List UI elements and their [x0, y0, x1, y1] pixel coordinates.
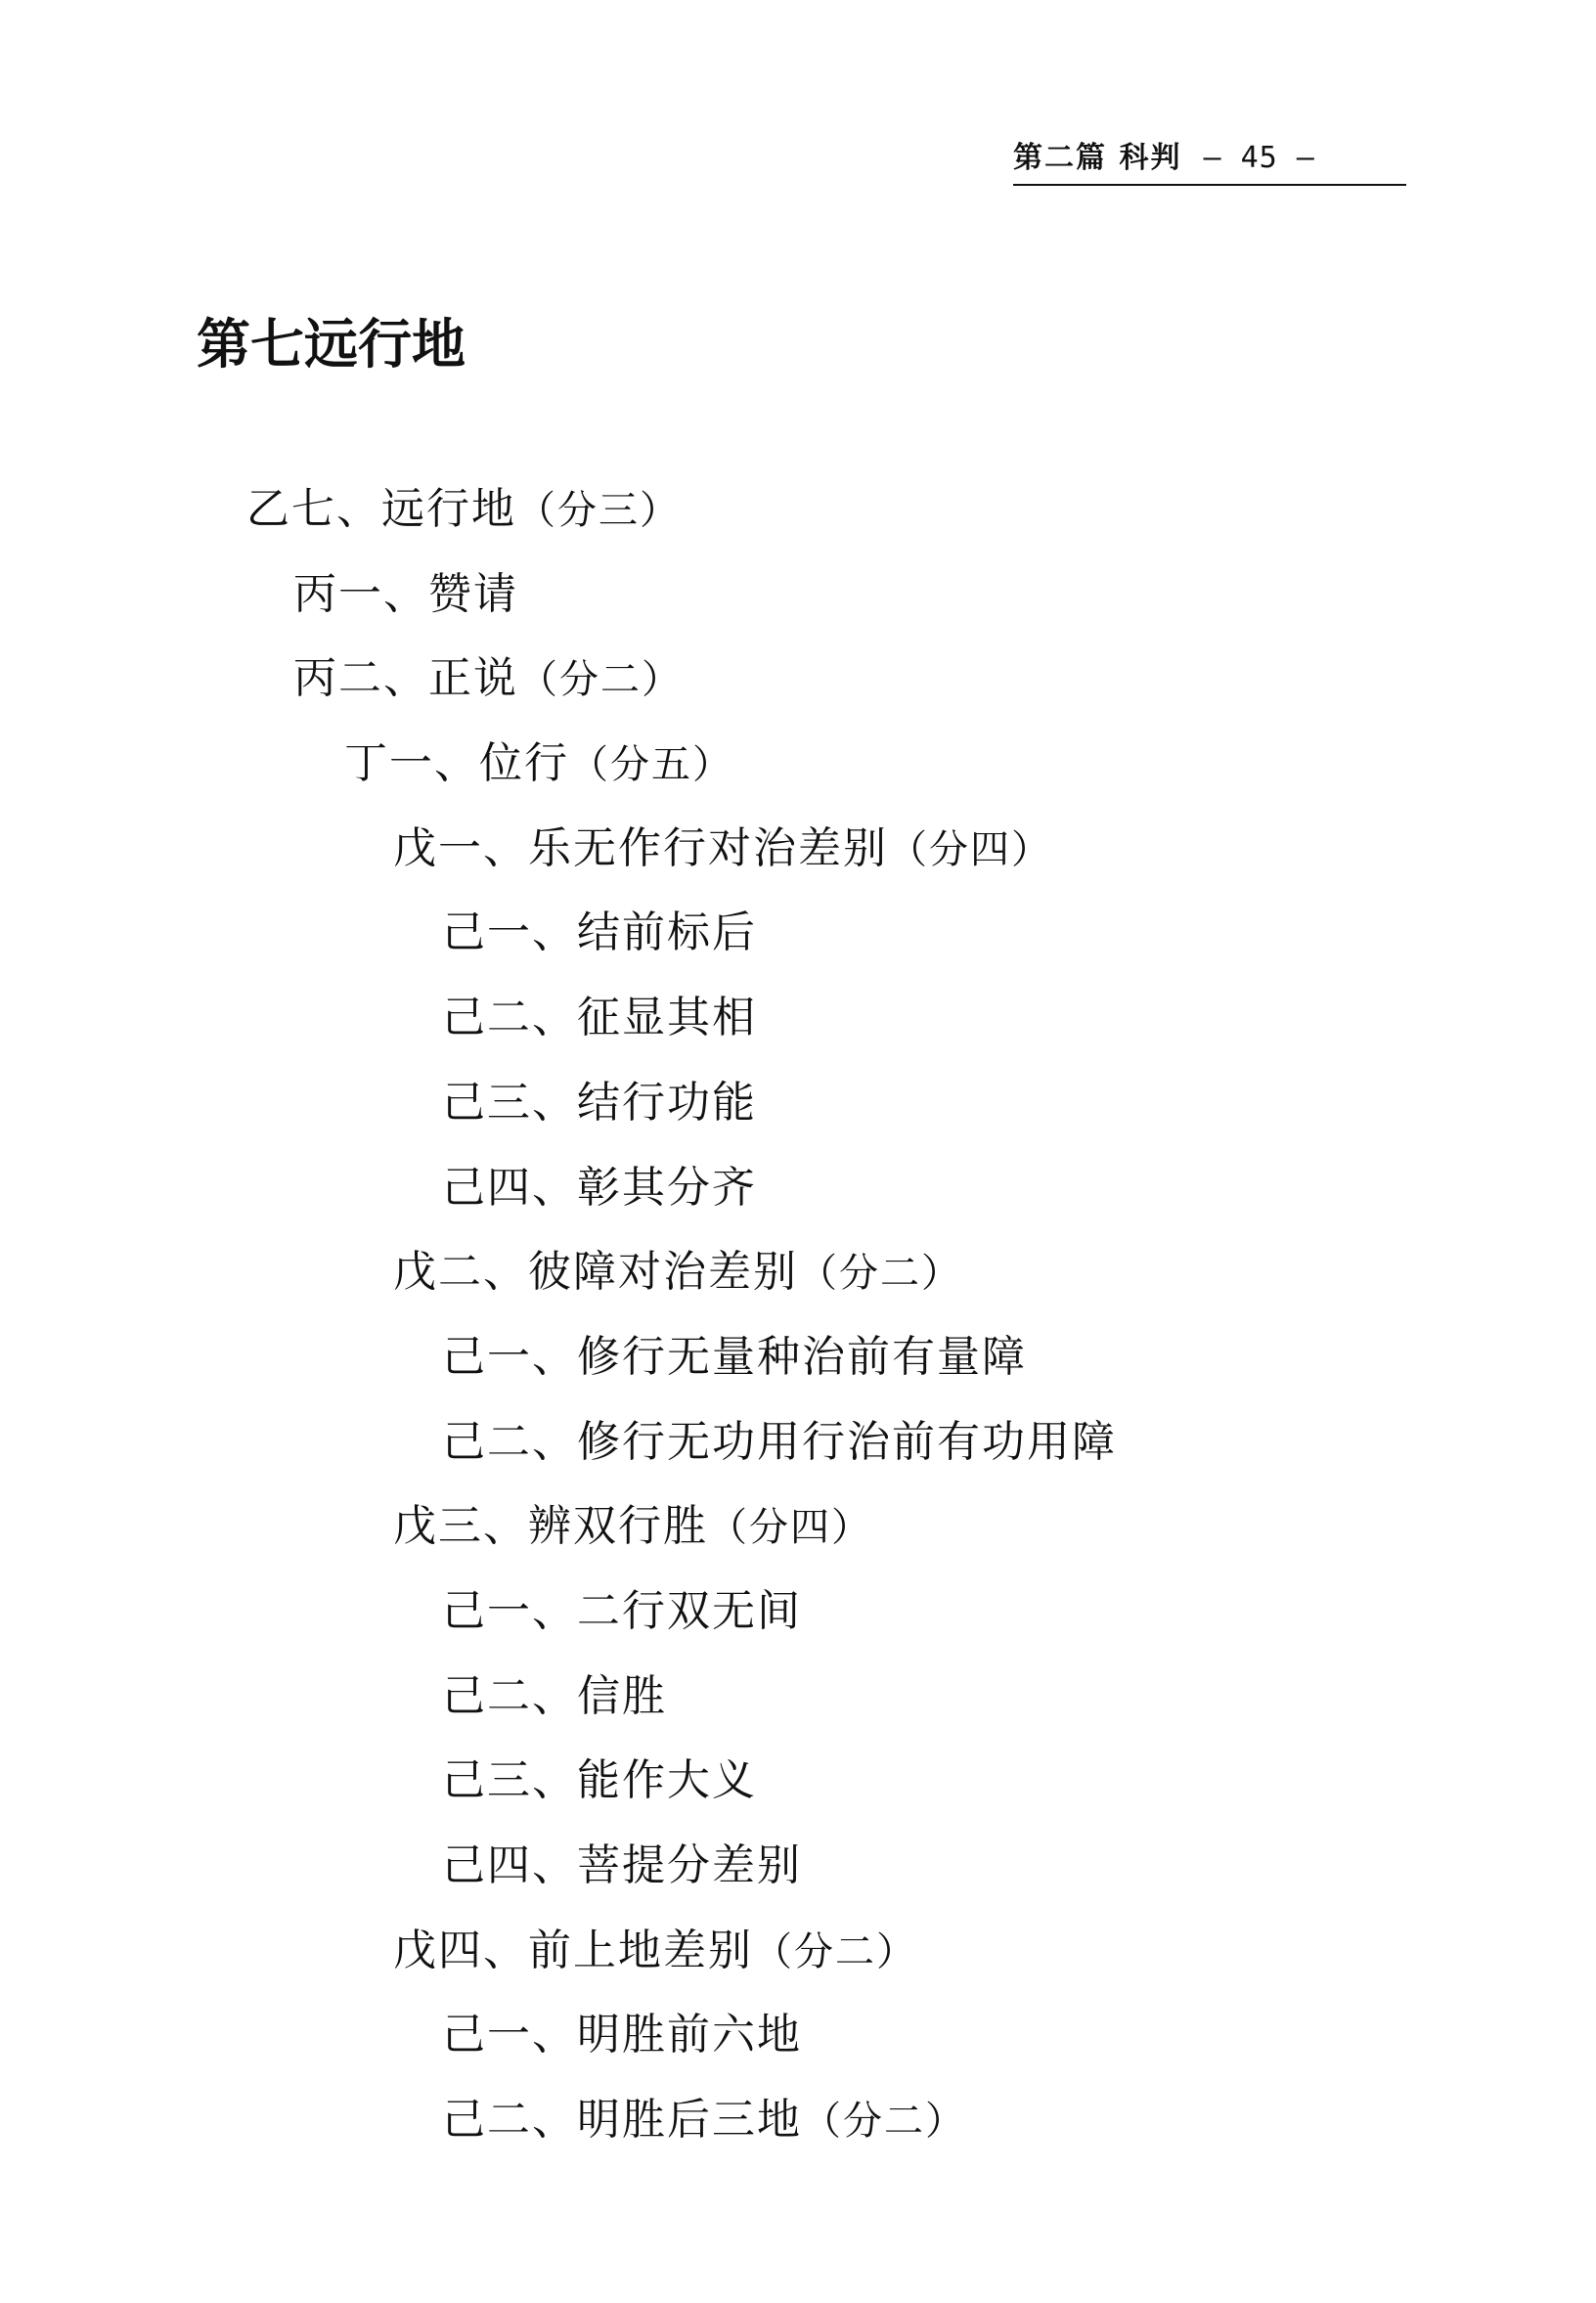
outline-item-label: 己二、信胜	[442, 1670, 667, 1721]
outline-item-label: 己三、能作大义	[442, 1755, 757, 1806]
outline-item-label: 丙二、正说	[293, 653, 518, 704]
outline-item	[0, 1146, 1596, 1231]
outline-item	[0, 637, 1596, 722]
outline-item	[0, 553, 1596, 638]
outline-item	[0, 1315, 1596, 1400]
outline-item	[0, 1400, 1596, 1485]
outline-item	[0, 1484, 1596, 1570]
outline-item	[0, 1824, 1596, 1909]
outline-item	[0, 2078, 1596, 2163]
outline-item-label: 己一、明胜前六地	[442, 2010, 802, 2060]
outline-item-note: （分四）	[888, 826, 1052, 872]
outline-item-label: 戊四、前上地差别	[393, 1925, 753, 1975]
outline-item-label: 丙一、赞请	[293, 568, 518, 619]
outline-item	[0, 722, 1596, 807]
header-page-number: — 45 —	[1203, 141, 1315, 175]
outline-item-note: （分二）	[753, 1928, 917, 1974]
outline-item	[0, 976, 1596, 1061]
outline-item	[0, 1230, 1596, 1315]
outline-item-label: 己三、结行功能	[442, 1077, 757, 1128]
outline-item-note: （分二）	[518, 657, 683, 703]
outline-item-label: 己二、征显其相	[442, 993, 757, 1043]
outline-item	[0, 1570, 1596, 1655]
outline-item	[0, 1909, 1596, 1994]
outline-item-label: 己二、明胜后三地	[442, 2095, 802, 2146]
outline-item	[0, 467, 1596, 553]
outline-item	[0, 1061, 1596, 1146]
outline-item	[0, 1739, 1596, 1824]
outline-item	[0, 891, 1596, 976]
outline-item-label: 己一、结前标后	[442, 908, 757, 958]
outline-item-note: （分二）	[798, 1251, 962, 1297]
outline-item	[0, 1993, 1596, 2078]
outline-item-label: 己四、彰其分齐	[442, 1162, 757, 1213]
outline-item-label: 己一、二行双无间	[442, 1585, 802, 1636]
outline-item-label: 丁一、位行	[344, 738, 569, 789]
outline-item-note: （分二）	[802, 2099, 966, 2145]
outline-item-label: 戊一、乐无作行对治差别	[393, 822, 888, 873]
outline-item	[0, 1655, 1596, 1740]
outline-list	[0, 467, 1596, 2163]
outline-item-label: 戊三、辨双行胜	[393, 1501, 708, 1552]
outline-item-note: （分五）	[569, 742, 733, 788]
outline-item-label: 乙七、远行地	[246, 484, 516, 534]
header-section-title: 第二篇 科判	[1013, 141, 1182, 175]
chapter-title: 第七远行地	[197, 313, 466, 376]
outline-item-label: 己四、菩提分差别	[442, 1840, 802, 1890]
outline-item	[0, 807, 1596, 892]
outline-item-label: 己二、修行无功用行治前有功用障	[442, 1416, 1117, 1467]
outline-item-note: （分三）	[516, 488, 681, 533]
outline-item-label: 己一、修行无量种治前有量障	[442, 1331, 1027, 1382]
running-header	[1013, 133, 1406, 186]
outline-item-note: （分四）	[708, 1505, 872, 1551]
outline-item-label: 戊二、彼障对治差别	[393, 1247, 798, 1298]
